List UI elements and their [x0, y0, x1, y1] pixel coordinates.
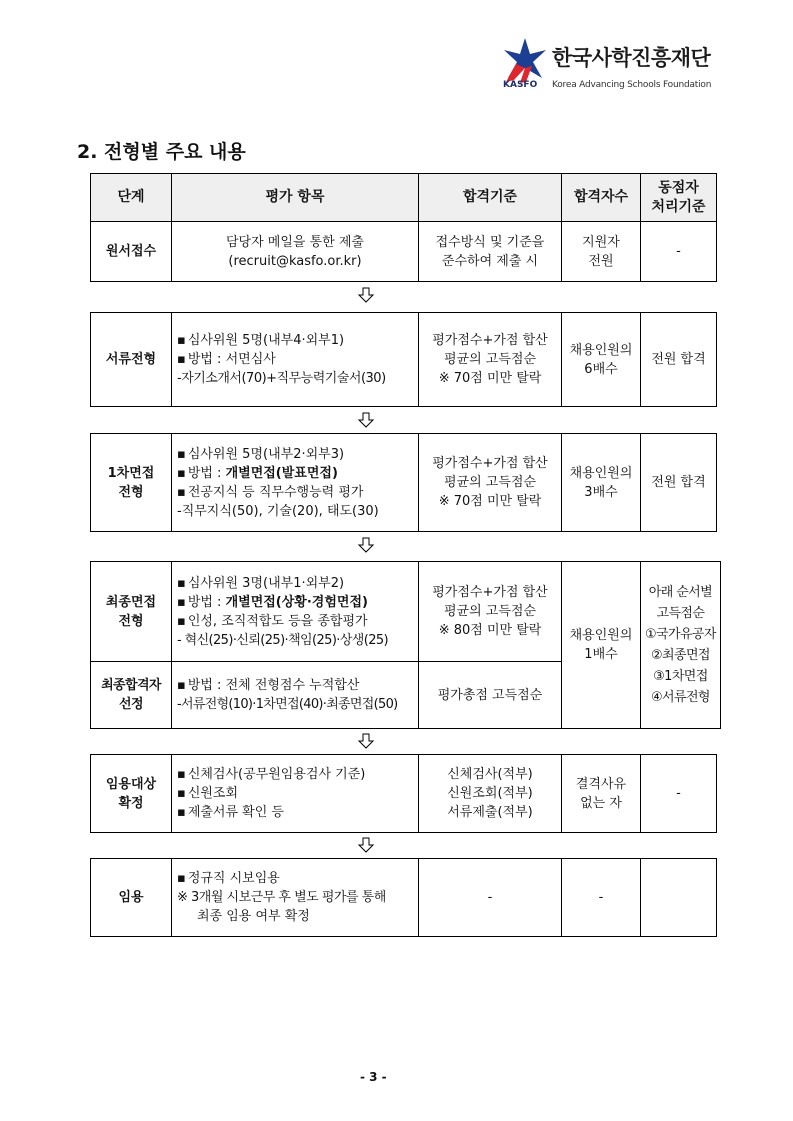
section-title: 2. 전형별 주요 내용 [77, 141, 246, 163]
header-stage: 단계 [91, 174, 172, 222]
tie-cell: - [641, 222, 717, 282]
criteria-note: ※ 70점 미만 탈락 [438, 494, 542, 509]
criteria-text: 평가점수+가점 합산 [432, 456, 548, 471]
count-text: 6배수 [584, 361, 618, 377]
table-final-interview [90, 561, 721, 729]
org-abbreviation: KASFO [503, 80, 538, 90]
item-method-label: 방법 : [187, 465, 226, 481]
stage-text: 전형 [118, 484, 144, 500]
tie-text: ③1차면접 [653, 669, 708, 684]
criteria-text: 평균의 고득점순 [443, 604, 537, 619]
down-arrow-icon [357, 733, 375, 749]
table-row [91, 755, 717, 833]
item-bullet [177, 464, 414, 483]
header-tie [641, 174, 717, 222]
stage-cell [91, 434, 172, 532]
count-cell: - [562, 859, 641, 937]
page-number: - 3 - [360, 1070, 387, 1084]
item-bullet: ▪ 방법 : 서면심사 [177, 350, 414, 369]
stage-cell [91, 755, 172, 833]
tie-text: 고득점순 [656, 606, 705, 621]
criteria-note: ※ 80점 미만 탈락 [438, 623, 542, 638]
items-cell [172, 434, 419, 532]
org-name-korean: 한국사학진흥재단 [552, 46, 711, 70]
item-email: (recruit@kasfo.or.kr) [228, 253, 362, 269]
stage-cell: 임용 [91, 859, 172, 937]
down-arrow-icon [357, 837, 375, 853]
item-bullet: ▪ 방법 : 전체 전형점수 누적합산 [177, 676, 414, 695]
count-text: 3배수 [584, 484, 618, 500]
stage-cell: 서류전형 [91, 313, 172, 407]
table-application [90, 173, 717, 282]
stage-cell: 원서접수 [91, 222, 172, 282]
criteria-cell [419, 434, 562, 532]
table-header-row [91, 174, 717, 222]
stage-text: 최종합격자 [101, 678, 161, 693]
stage-cell [91, 662, 172, 729]
criteria-cell: - [419, 859, 562, 937]
stage-text: 임용대상 [105, 776, 157, 792]
tie-cell [641, 562, 721, 729]
item-text: 담당자 메일을 통한 제출 [226, 234, 364, 250]
criteria-text: 평균의 고득점순 [443, 352, 537, 367]
criteria-cell: 평가총점 고득점순 [419, 662, 562, 729]
org-logo [502, 36, 732, 96]
stage-cell [91, 562, 172, 662]
count-text: 채용인원의 [569, 628, 633, 643]
count-text: 채용인원의 [569, 465, 633, 481]
criteria-text: 신체검사(적부) [447, 767, 533, 782]
item-detail: -서류전형(10)·1차면접(40)·최종면접(50) [177, 697, 398, 712]
table-row [91, 222, 717, 282]
item-method-label: 방법 : [187, 594, 226, 610]
item-bullet: ▪ 심사위원 5명(내부4·외부1) [177, 331, 414, 350]
table-appointment [90, 858, 717, 937]
table-row [91, 313, 717, 407]
tie-text: ②최종면접 [650, 648, 710, 663]
header-tie-line2: 처리기준 [651, 198, 706, 215]
item-bullet: ▪ 정규직 시보임용 [177, 869, 414, 888]
count-text: 전원 [588, 253, 614, 269]
criteria-cell [419, 313, 562, 407]
criteria-note: ※ 70점 미만 탈락 [438, 371, 542, 386]
stage-text: 선정 [119, 697, 143, 712]
item-detail: -자기소개서(70)+직무능력기술서(30) [177, 371, 386, 386]
count-text: 결격사유 [575, 776, 627, 792]
down-arrow-icon [357, 412, 375, 428]
items-cell [172, 755, 419, 833]
criteria-text: 신원조회(적부) [447, 786, 533, 801]
stage-text: 전형 [118, 613, 144, 629]
table-first-interview [90, 433, 717, 532]
criteria-text: 서류제출(적부) [447, 805, 533, 820]
item-detail: -직무지식(50), 기술(20), 태도(30) [177, 503, 379, 519]
item-method-bold: 개별면접(발표면접) [225, 465, 338, 481]
stage-text: 최종면접 [105, 594, 157, 610]
count-cell [562, 222, 641, 282]
item-bullet: ▪ 심사위원 5명(내부2·외부3) [177, 445, 414, 464]
header-tie-line1: 동점자 [658, 179, 699, 196]
stage-text: 1차면접 [107, 465, 155, 481]
item-detail: - 혁신(25)·신뢰(25)·책임(25)·상생(25) [177, 632, 389, 648]
items-cell [172, 859, 419, 937]
header-items: 평가 항목 [172, 174, 419, 222]
tie-text: ④서류전형 [650, 690, 710, 705]
criteria-cell [419, 755, 562, 833]
down-arrow-icon [357, 537, 375, 553]
header-criteria: 합격기준 [419, 174, 562, 222]
table-row [91, 562, 721, 662]
items-cell [172, 313, 419, 407]
items-cell [172, 562, 419, 662]
criteria-text: 평균의 고득점순 [443, 475, 537, 490]
header-count: 합격자수 [562, 174, 641, 222]
tie-text: 아래 순서별 [648, 585, 713, 600]
count-text: 지원자 [582, 234, 620, 250]
item-method-bold: 개별면접(상황·경험면접) [225, 594, 368, 610]
item-bullet: ▪ 신원조회 [177, 784, 414, 803]
items-cell [172, 662, 419, 729]
items-cell [172, 222, 419, 282]
tie-cell [641, 859, 717, 937]
table-row [91, 859, 717, 937]
stage-text: 확정 [118, 795, 144, 811]
criteria-text: 평가점수+가점 합산 [432, 585, 548, 600]
criteria-text: 접수방식 및 기준을 [435, 234, 545, 250]
item-bullet: ▪ 심사위원 3명(내부1·외부2) [177, 574, 414, 593]
tie-text: ①국가유공자 [645, 627, 716, 642]
criteria-text: 준수하여 제출 시 [441, 253, 539, 269]
count-cell [562, 755, 641, 833]
table-document-screening [90, 312, 717, 407]
item-bullet: ▪ 신체검사(공무원임용검사 기준) [177, 765, 414, 784]
criteria-cell [419, 562, 562, 662]
table-appointment-target [90, 754, 717, 833]
count-text: 없는 자 [580, 795, 622, 811]
item-bullet: ▪ 제출서류 확인 등 [177, 803, 414, 822]
item-note: ※ 3개월 시보근무 후 별도 평가를 통해 [177, 890, 386, 905]
count-cell [562, 434, 641, 532]
count-cell [562, 313, 641, 407]
criteria-cell [419, 222, 562, 282]
org-name-english: Korea Advancing Schools Foundation [552, 80, 712, 90]
item-bullet: ▪ 전공지식 등 직무수행능력 평가 [177, 483, 414, 502]
criteria-text: 평가점수+가점 합산 [432, 333, 548, 348]
item-bullet: ▪ 인성, 조직적합도 등을 종합평가 [177, 612, 414, 631]
item-bullet [177, 593, 414, 612]
down-arrow-icon [357, 287, 375, 303]
count-text: 채용인원의 [569, 342, 633, 358]
table-row [91, 434, 717, 532]
tie-cell: 전원 합격 [641, 313, 717, 407]
item-note-continued: 최종 임용 여부 확정 [197, 909, 310, 924]
tie-cell: 전원 합격 [641, 434, 717, 532]
count-cell [562, 562, 641, 729]
tie-cell: - [641, 755, 717, 833]
count-text: 1배수 [584, 647, 618, 662]
